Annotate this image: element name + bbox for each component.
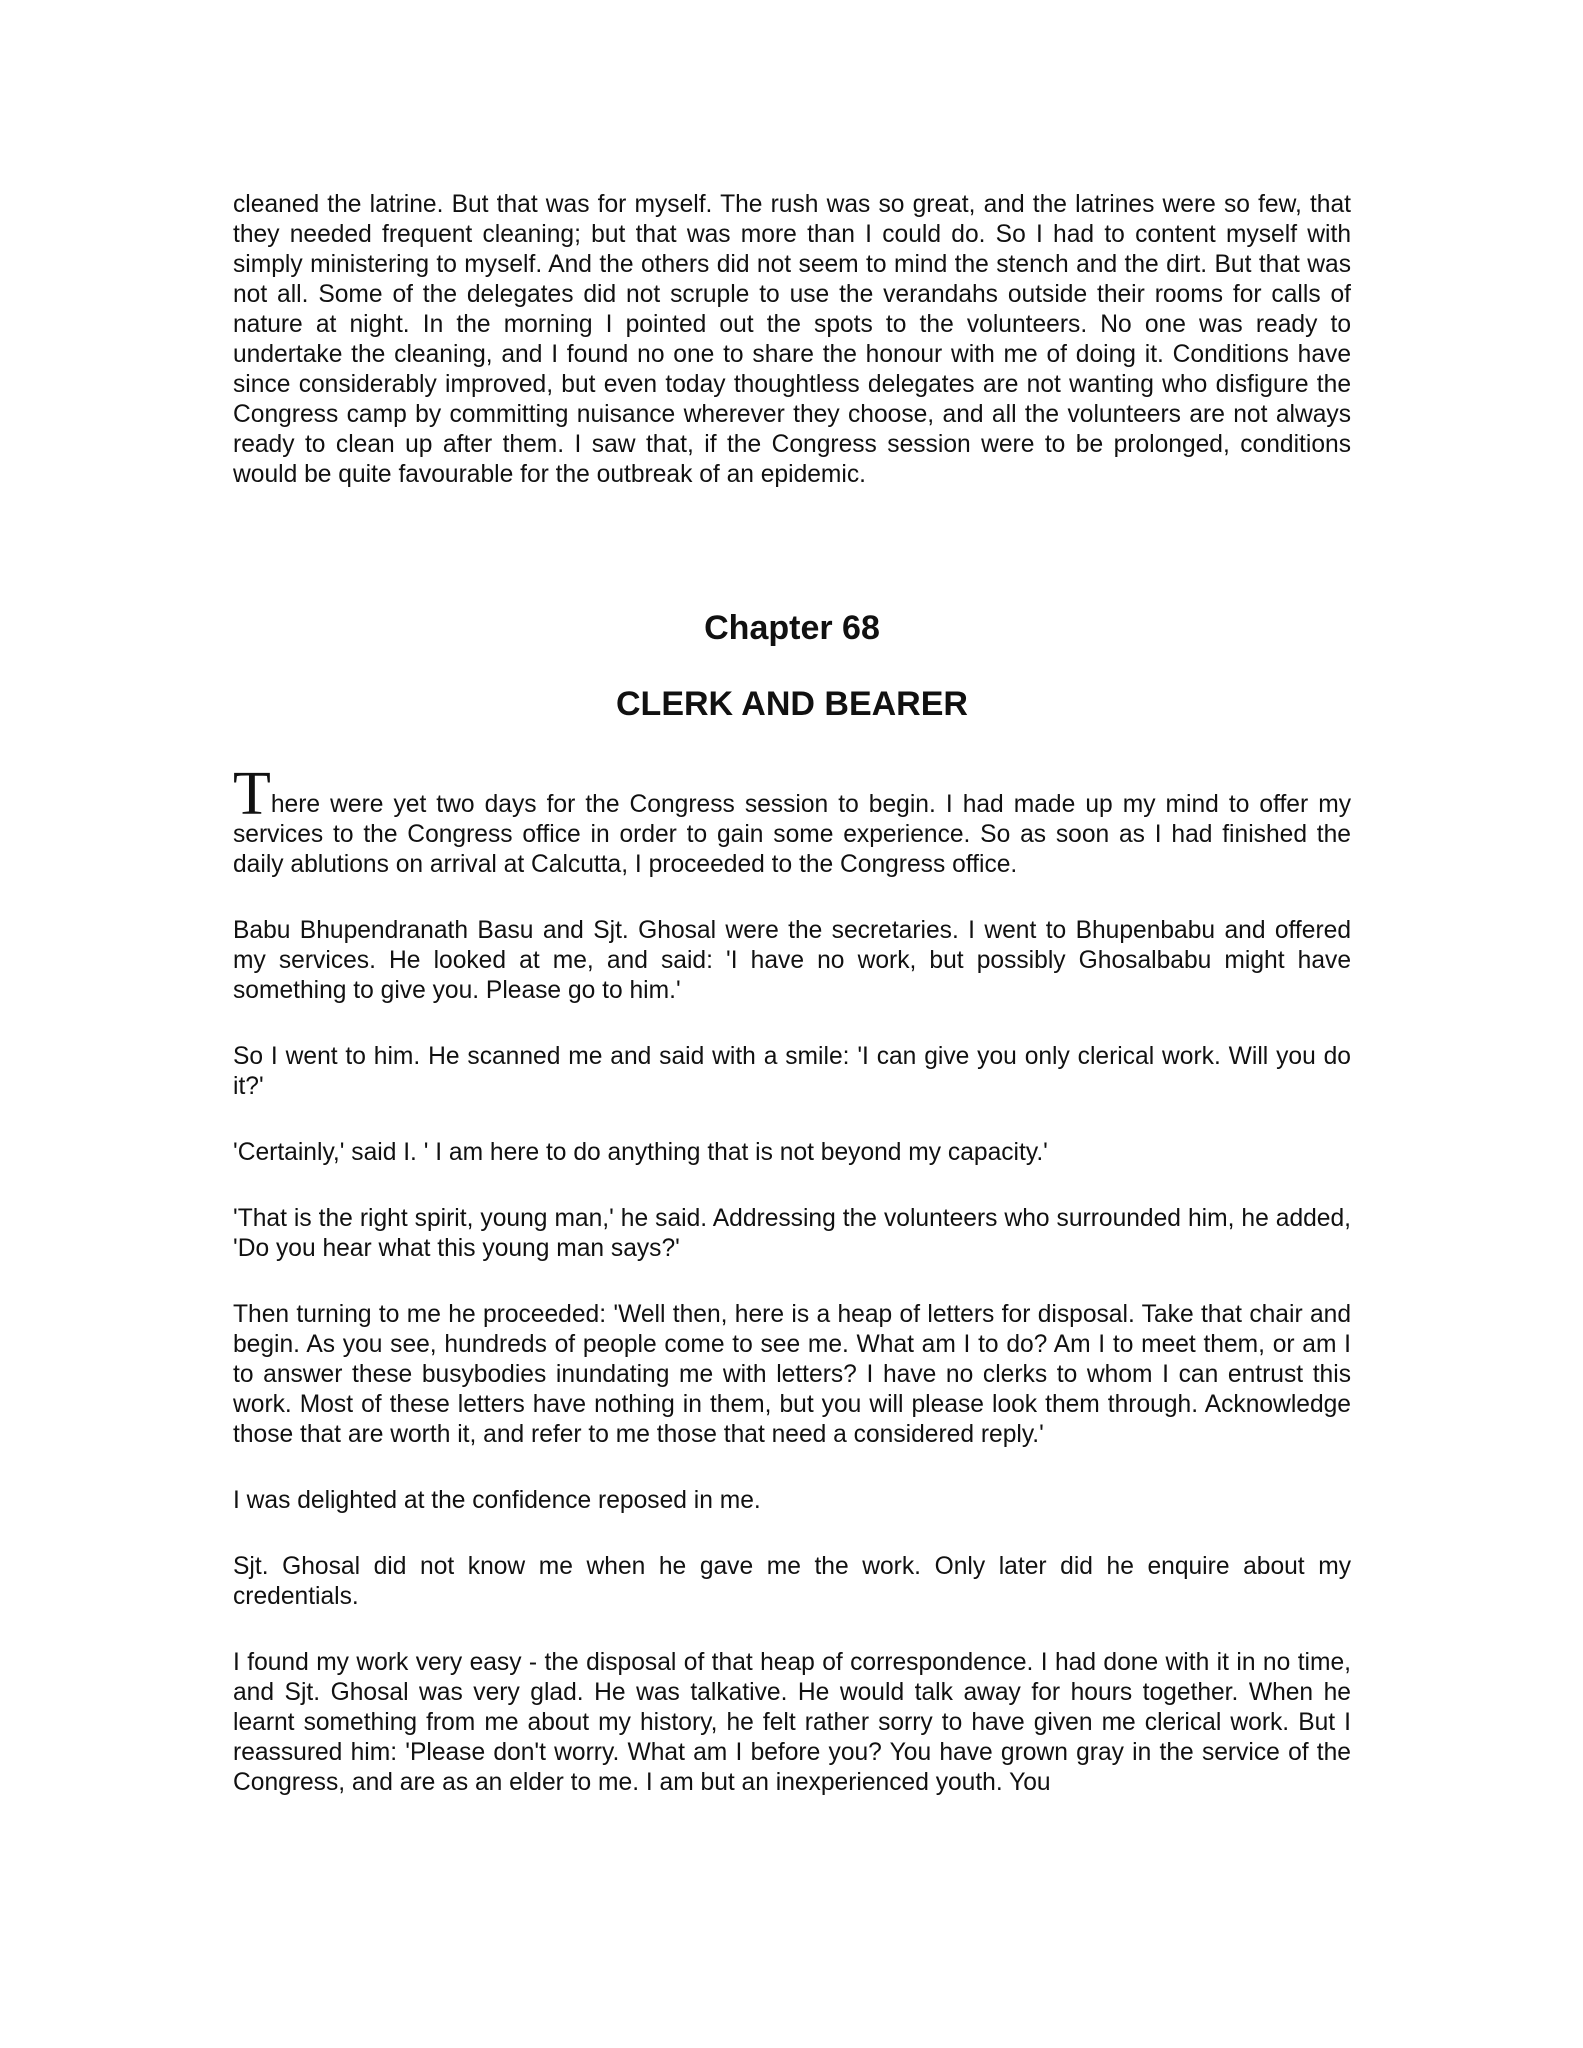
carryover-paragraph: cleaned the latrine. But that was for myself. The rush was so great, and the latrines were so few, that they needed frequent cleaning; but that was more than I could do. So I had to content myself with simply ministering to myself. And the others did not seem to mind the stench and the dirt. But that was not all. Some of the delegates did not scruple to use the verandahs outside their rooms for calls of nature at night. In the morning I pointed out the spots to the volunteers. No one was ready to undertake the cleaning, and I found no one to share the honour with me of doing it. Conditions have since considerably improved, but even today thoughtless delegates are not wanting who disfigure the Congress camp by committing nuisance wherever they choose, and all the volunteers are not always ready to clean up after them. I saw that, if the Congress session were to be prolonged, conditions would be quite favourable for the outbreak of an epidemic. — [233, 191, 1351, 488]
page-content — [233, 190, 1351, 1796]
paragraph: I was delighted at the confidence reposed in me. — [233, 1487, 761, 1514]
paragraph: Babu Bhupendranath Basu and Sjt. Ghosal were the secretaries. I went to Bhupenbabu and offered my services. He looked at me, and said: 'I have no work, but possibly Ghosalbabu might have something to give you. Please go to him.' — [233, 917, 1351, 1004]
paragraph: 'That is the right spirit, young man,' he said. Addressing the volunteers who surrounded him, he added, 'Do you hear what this young man says?' — [233, 1205, 1351, 1262]
paragraph: Then turning to me he proceeded: 'Well then, here is a heap of letters for disposal. Take that chair and begin. As you see, hundreds of people come to see me. What am I to do? Am I to meet them, or am I to answer these busybodies inundating me with letters? I have no clerks to whom I can entrust this work. Most of these letters have nothing in them, but you will please look them through. Acknowledge those that are worth it, and refer to me those that need a considered reply.' — [233, 1301, 1351, 1448]
chapter-body — [233, 760, 1351, 1834]
paragraph: 'Certainly,' said I. ' I am here to do anything that is not beyond my capacity.' — [233, 1139, 1048, 1166]
paragraph: I found my work very easy - the disposal of that heap of correspondence. I had done with it in no time, and Sjt. Ghosal was very glad. He was talkative. He would talk away for hours together. When he learnt something from me about my history, he felt rather sorry to have given me clerical work. But I reassured him: 'Please don't worry. What am I before you? You have grown gray in the service of the Congress, and are as an elder to me. I am but an inexperienced youth. You — [233, 1649, 1351, 1796]
chapter-title: CLERK AND BEARER — [616, 685, 968, 723]
paragraph: Sjt. Ghosal did not know me when he gave me the work. Only later did he enquire about my credentials. — [233, 1553, 1351, 1610]
drop-cap: T — [233, 760, 271, 828]
opening-paragraph-text: here were yet two days for the Congress session to begin. I had made up my mind to offer my services to the Congress office in order to gain some experience. So as soon as I had finished the daily ablutions on arrival at Calcutta, I proceeded to the Congress office. — [233, 791, 1351, 878]
opening-paragraph — [233, 760, 1351, 880]
chapter-number: Chapter 68 — [704, 609, 880, 647]
paragraph: So I went to him. He scanned me and said with a smile: 'I can give you only clerical work. Will you do it?' — [233, 1043, 1351, 1100]
